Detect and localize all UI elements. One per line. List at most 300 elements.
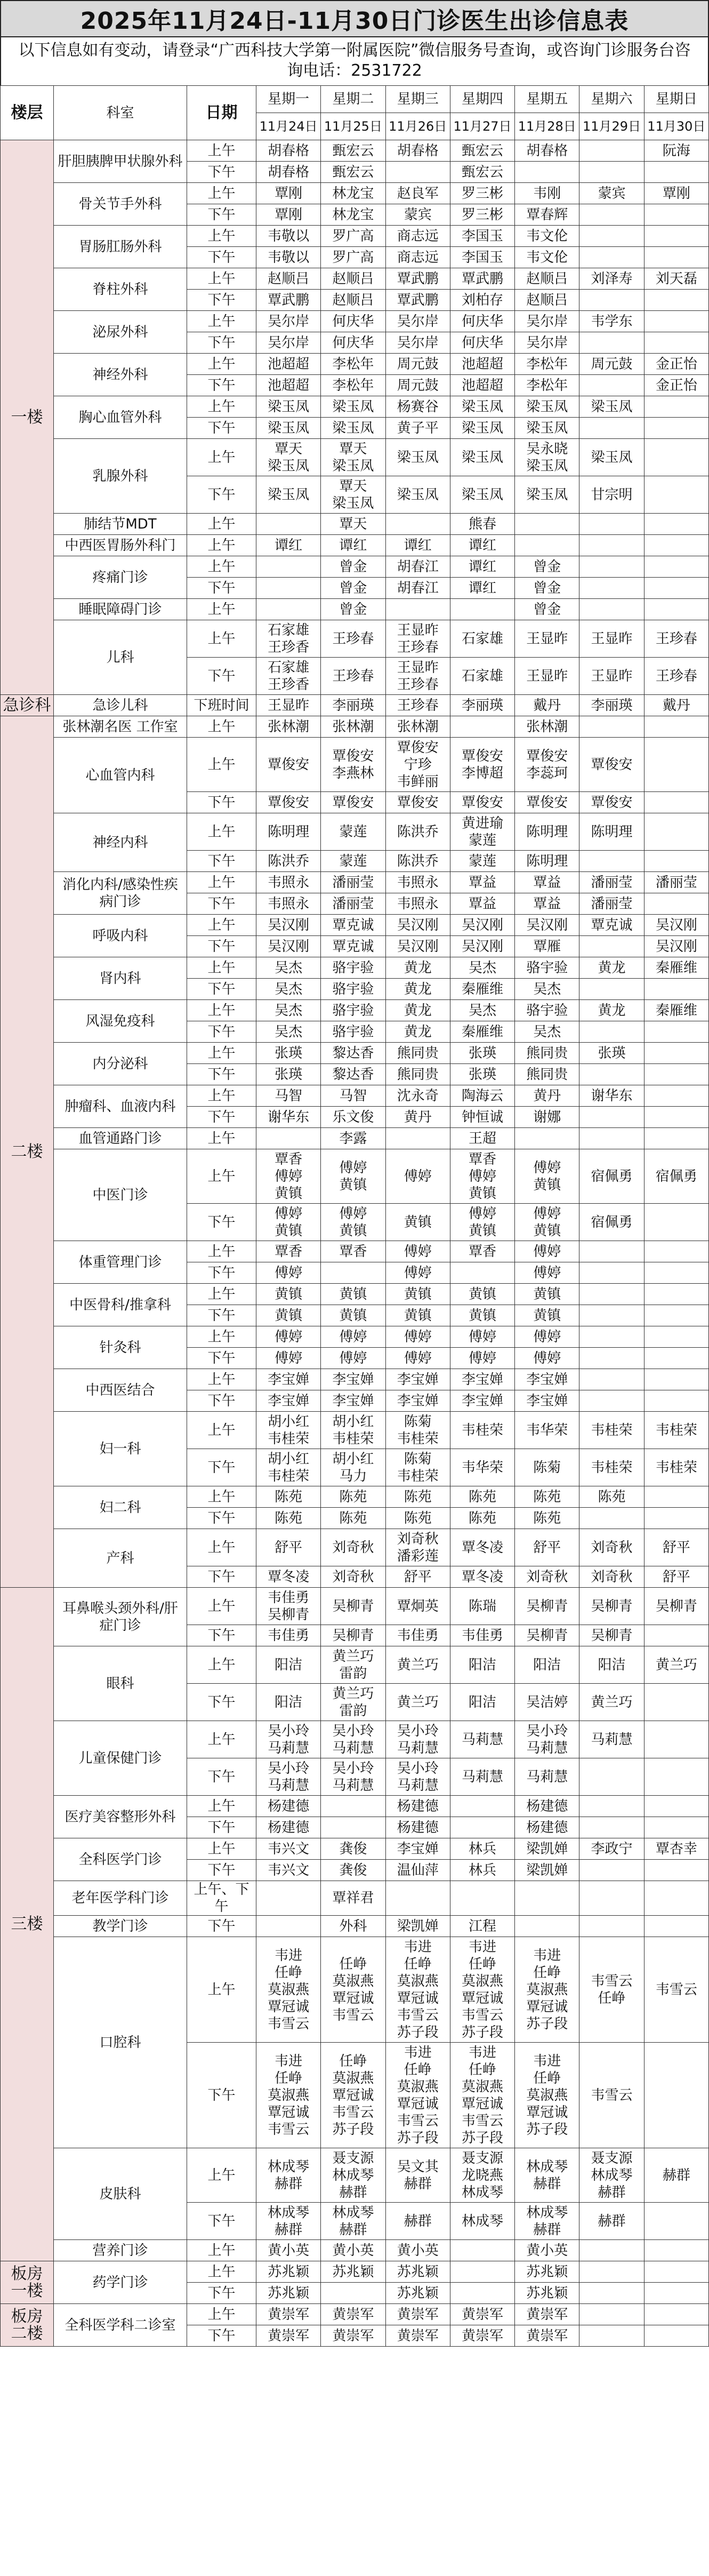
schedule-row — [1, 439, 709, 476]
doctor-cell: 李松年 — [321, 375, 385, 396]
doctor-cell: 李露 — [321, 1128, 385, 1149]
doctor-cell: 覃香 — [321, 1241, 385, 1262]
doctor-cell: 韦学东 — [579, 311, 644, 332]
doctor-cell: 谢娜 — [515, 1107, 579, 1128]
doctor-cell — [644, 1758, 708, 1796]
doctor-cell: 吴小玲 马莉慧 — [321, 1758, 385, 1796]
doctor-cell — [385, 162, 450, 183]
dept-name: 风湿免疫科 — [54, 1000, 187, 1043]
doctor-cell — [579, 599, 644, 620]
doctor-cell — [644, 418, 708, 439]
doctor-cell: 胡春江 — [385, 556, 450, 578]
session-label: 下午 — [187, 2283, 256, 2304]
doctor-cell: 韦佳勇 — [256, 1625, 321, 1646]
session-label: 下午 — [187, 1107, 256, 1128]
doctor-cell: 乐文俊 — [321, 1107, 385, 1128]
doctor-cell: 池超超 — [256, 375, 321, 396]
doctor-cell: 熊同贵 — [515, 1043, 579, 1064]
doctor-cell — [644, 1128, 708, 1149]
floor-label: 板房 二楼 — [1, 2304, 54, 2347]
doctor-cell: 梁玉凤 — [515, 396, 579, 418]
doctor-cell: 覃武鹏 — [385, 268, 450, 290]
session-label: 上午 — [187, 514, 256, 535]
doctor-cell — [385, 1128, 450, 1149]
doctor-cell: 覃天 梁玉凤 — [256, 439, 321, 476]
doctor-cell: 吴小玲 马莉慧 — [321, 1721, 385, 1758]
schedule-row — [1, 872, 709, 893]
doctor-cell: 黄小英 — [385, 2240, 450, 2261]
schedule-row — [1, 599, 709, 620]
dept-name: 神经外科 — [54, 354, 187, 396]
session-label: 下午 — [187, 979, 256, 1000]
doctor-cell: 覃刚 — [256, 183, 321, 204]
doctor-cell: 李丽瑛 — [579, 695, 644, 716]
doctor-cell — [579, 2283, 644, 2304]
doctor-cell: 蒙宾 — [385, 204, 450, 226]
doctor-cell: 黄龙 — [385, 957, 450, 979]
doctor-cell: 覃益 — [450, 872, 514, 893]
doctor-cell: 李松年 — [515, 354, 579, 375]
doctor-cell: 甄宏云 — [450, 162, 514, 183]
doctor-cell: 傅婷 黄镇 — [321, 1149, 385, 1204]
doctor-cell — [450, 1881, 514, 1916]
doctor-cell: 刘奇秋 潘彩莲 — [385, 1529, 450, 1566]
doctor-cell: 黄兰巧 雷韵 — [321, 1684, 385, 1721]
doctor-cell: 王珍春 — [321, 620, 385, 658]
doctor-cell — [579, 1508, 644, 1529]
doctor-cell: 韦照永 — [256, 872, 321, 893]
doctor-cell — [579, 716, 644, 738]
doctor-cell: 梁玉凤 — [256, 418, 321, 439]
doctor-cell: 韦进 任峥 莫淑燕 覃冠诚 苏子段 — [515, 1937, 579, 2043]
schedule-row — [1, 514, 709, 535]
doctor-cell: 李松年 — [321, 354, 385, 375]
date-cell: 11月29日 — [579, 113, 644, 140]
doctor-cell: 周元鼓 — [385, 354, 450, 375]
doctor-cell: 骆宇验 — [515, 1000, 579, 1021]
doctor-cell — [644, 1508, 708, 1529]
doctor-cell: 覃俊安 — [450, 792, 514, 813]
schedule-row — [1, 1486, 709, 1508]
doctor-cell: 黄镇 — [321, 1305, 385, 1326]
doctor-cell: 苏兆颖 — [256, 2261, 321, 2283]
doctor-cell — [579, 418, 644, 439]
doctor-cell: 吴文其 赫群 — [385, 2148, 450, 2203]
doctor-cell: 黄镇 — [256, 1305, 321, 1326]
doctor-cell: 阳洁 — [256, 1684, 321, 1721]
doctor-cell — [450, 599, 514, 620]
schedule-row — [1, 2240, 709, 2261]
session-label: 下午 — [187, 418, 256, 439]
doctor-cell: 周元鼓 — [579, 354, 644, 375]
session-label: 下午 — [187, 851, 256, 872]
doctor-cell: 陈洪乔 — [385, 851, 450, 872]
doctor-cell: 林成琴 赫群 — [515, 2203, 579, 2240]
doctor-cell: 王显昨 — [579, 658, 644, 695]
doctor-cell — [644, 813, 708, 851]
doctor-cell: 韦雪云 任峥 — [579, 1937, 644, 2043]
doctor-cell — [644, 1204, 708, 1241]
doctor-cell: 熊同贵 — [515, 1064, 579, 1085]
doctor-cell: 沈永奇 — [385, 1085, 450, 1107]
doctor-cell — [256, 599, 321, 620]
session-label: 上午 — [187, 439, 256, 476]
doctor-cell: 黄小英 — [515, 2240, 579, 2261]
doctor-cell: 黄崇军 — [385, 2304, 450, 2325]
doctor-cell: 谢华东 — [256, 1107, 321, 1128]
doctor-cell — [321, 1262, 385, 1284]
doctor-cell: 陶海云 — [450, 1085, 514, 1107]
doctor-cell: 赵顺吕 — [515, 268, 579, 290]
doctor-cell: 黄崇军 — [321, 2304, 385, 2325]
session-label: 上午 — [187, 957, 256, 979]
doctor-cell: 陈明理 — [515, 813, 579, 851]
doctor-cell: 黄小英 — [256, 2240, 321, 2261]
doctor-cell: 阳洁 — [579, 1646, 644, 1684]
schedule-row — [1, 1128, 709, 1149]
session-label: 上午 — [187, 599, 256, 620]
doctor-cell: 韦文伦 — [515, 226, 579, 247]
doctor-cell — [579, 1021, 644, 1043]
doctor-cell: 马莉慧 — [515, 1758, 579, 1796]
doctor-cell — [644, 162, 708, 183]
session-label: 上午 — [187, 183, 256, 204]
session-label: 上午 — [187, 1369, 256, 1390]
doctor-cell — [579, 1916, 644, 1937]
dept-header: 科室 — [54, 86, 187, 140]
doctor-cell — [644, 396, 708, 418]
schedule-row — [1, 1646, 709, 1684]
doctor-cell — [515, 535, 579, 556]
doctor-cell: 梁玉凤 — [450, 418, 514, 439]
doctor-cell: 陈苑 — [450, 1486, 514, 1508]
doctor-cell: 黎达香 — [321, 1064, 385, 1085]
dept-name: 中西医结合 — [54, 1369, 187, 1412]
date-header: 日期 — [187, 86, 256, 140]
doctor-cell: 马莉慧 — [579, 1721, 644, 1758]
session-label: 上午 — [187, 1326, 256, 1348]
dept-name: 中西医胃肠外科门 — [54, 535, 187, 556]
dept-name: 肝胆胰脾甲状腺外科 — [54, 140, 187, 183]
session-label: 上午 — [187, 2304, 256, 2325]
dept-name: 药学门诊 — [54, 2261, 187, 2304]
session-label: 下午 — [187, 1305, 256, 1326]
doctor-cell: 马智 — [321, 1085, 385, 1107]
session-label: 下午 — [187, 204, 256, 226]
doctor-cell: 吴汉刚 — [515, 915, 579, 936]
doctor-cell: 王显昨 — [579, 620, 644, 658]
doctor-cell: 骆宇验 — [321, 1000, 385, 1021]
doctor-cell: 黄崇军 — [321, 2325, 385, 2347]
doctor-cell: 阳洁 — [450, 1646, 514, 1684]
doctor-cell — [644, 556, 708, 578]
doctor-cell: 杨建德 — [515, 1817, 579, 1838]
session-label: 上午 — [187, 1241, 256, 1262]
doctor-cell: 李宝婵 — [385, 1390, 450, 1412]
schedule-row — [1, 813, 709, 851]
doctor-cell: 吴永晓 梁玉凤 — [515, 439, 579, 476]
doctor-cell: 李宝婵 — [450, 1390, 514, 1412]
doctor-cell — [644, 1305, 708, 1326]
doctor-cell — [579, 332, 644, 354]
doctor-cell: 覃刚 — [256, 204, 321, 226]
doctor-cell: 傅婷 黄镇 — [515, 1149, 579, 1204]
doctor-cell — [644, 1721, 708, 1758]
doctor-cell: 傅婷 — [385, 1241, 450, 1262]
session-label: 下午 — [187, 247, 256, 268]
doctor-cell — [579, 162, 644, 183]
doctor-cell: 刘奇秋 — [321, 1529, 385, 1566]
doctor-cell: 吴杰 — [515, 979, 579, 1000]
doctor-cell — [579, 290, 644, 311]
doctor-cell: 王珍春 — [644, 620, 708, 658]
schedule-row — [1, 1916, 709, 1937]
doctor-cell: 覃克诚 — [321, 936, 385, 957]
doctor-cell: 王显昨 王珍春 — [385, 620, 450, 658]
doctor-cell: 林成琴 — [450, 2203, 514, 2240]
session-label: 下午 — [187, 1508, 256, 1529]
doctor-cell: 秦雁维 — [450, 1021, 514, 1043]
notice-text: 以下信息如有变动，请登录“广西科技大学第一附属医院”微信服务号查询，或咨询门诊服务台咨询电话：2531722 — [0, 37, 709, 85]
schedule-row — [1, 226, 709, 247]
doctor-cell — [644, 439, 708, 476]
doctor-cell: 傅婷 — [321, 1326, 385, 1348]
session-label: 下午 — [187, 2325, 256, 2347]
date-cell: 11月27日 — [450, 113, 514, 140]
weekday-header: 星期日 — [644, 86, 708, 113]
schedule-row — [1, 556, 709, 578]
doctor-cell — [644, 332, 708, 354]
doctor-cell: 傅婷 黄镇 — [515, 1204, 579, 1241]
dept-name: 张林潮名医 工作室 — [54, 716, 187, 738]
doctor-cell: 覃刚 — [644, 183, 708, 204]
doctor-cell: 韦进 任峥 莫淑燕 覃冠诚 韦雪云 — [256, 2043, 321, 2148]
doctor-cell: 吴柳青 — [321, 1588, 385, 1625]
session-label: 上午 — [187, 1043, 256, 1064]
doctor-cell — [644, 1796, 708, 1817]
doctor-cell: 韦进 任峥 莫淑燕 覃冠诚 韦雪云 苏子段 — [450, 1937, 514, 2043]
doctor-cell: 陈苑 — [515, 1486, 579, 1508]
doctor-cell: 熊同贵 — [385, 1043, 450, 1064]
weekday-header: 星期六 — [579, 86, 644, 113]
doctor-cell — [256, 578, 321, 599]
schedule-row — [1, 2261, 709, 2283]
dept-name: 内分泌科 — [54, 1043, 187, 1085]
doctor-cell — [515, 1916, 579, 1937]
doctor-cell — [579, 2304, 644, 2325]
session-label: 下午 — [187, 1684, 256, 1721]
doctor-cell: 黄龙 — [579, 1000, 644, 1021]
doctor-cell: 黄崇军 — [450, 2325, 514, 2347]
dept-name: 心血管内科 — [54, 738, 187, 813]
doctor-cell — [644, 1881, 708, 1916]
doctor-cell — [579, 556, 644, 578]
doctor-cell: 韦桂荣 — [450, 1412, 514, 1449]
doctor-cell: 杨建德 — [385, 1817, 450, 1838]
schedule-row — [1, 915, 709, 936]
doctor-cell: 吴小玲 马莉慧 — [385, 1758, 450, 1796]
dept-name: 乳腺外科 — [54, 439, 187, 514]
dept-name: 儿童保健门诊 — [54, 1721, 187, 1796]
doctor-cell — [644, 1369, 708, 1390]
doctor-cell: 谭红 — [385, 535, 450, 556]
schedule-row — [1, 1369, 709, 1390]
doctor-cell: 陈苑 — [385, 1486, 450, 1508]
schedule-row — [1, 1588, 709, 1625]
doctor-cell: 覃俊安 — [256, 738, 321, 792]
doctor-cell: 林龙宝 — [321, 204, 385, 226]
doctor-cell: 聂支源 林成琴 赫群 — [321, 2148, 385, 2203]
doctor-cell: 黄兰巧 — [644, 1646, 708, 1684]
session-label: 下午 — [187, 936, 256, 957]
doctor-cell: 傅婷 — [321, 1348, 385, 1369]
doctor-cell: 黄镇 — [515, 1305, 579, 1326]
doctor-cell: 李宝婵 — [450, 1369, 514, 1390]
doctor-cell: 潘丽莹 — [579, 872, 644, 893]
doctor-cell: 覃俊安 — [515, 792, 579, 813]
doctor-cell: 陈苑 — [579, 1486, 644, 1508]
doctor-cell — [579, 1758, 644, 1796]
doctor-cell — [644, 1817, 708, 1838]
doctor-cell: 甄宏云 — [450, 140, 514, 162]
doctor-cell: 刘柏存 — [450, 290, 514, 311]
doctor-cell — [515, 1128, 579, 1149]
doctor-cell — [450, 1817, 514, 1838]
doctor-cell: 张瑛 — [450, 1064, 514, 1085]
session-label: 上午 — [187, 1486, 256, 1508]
doctor-cell — [450, 2240, 514, 2261]
doctor-cell: 黄崇军 — [256, 2325, 321, 2347]
doctor-cell — [256, 1881, 321, 1916]
doctor-cell: 韦桂荣 — [644, 1449, 708, 1486]
doctor-cell: 张林潮 — [515, 716, 579, 738]
doctor-cell — [644, 2325, 708, 2347]
doctor-cell: 赵良军 — [385, 183, 450, 204]
doctor-cell: 聂支源 林成琴 赫群 — [579, 2148, 644, 2203]
doctor-cell: 傅婷 黄镇 — [256, 1204, 321, 1241]
session-label: 上午 — [187, 1529, 256, 1566]
doctor-cell — [644, 578, 708, 599]
doctor-cell: 覃俊安 李燕林 — [321, 738, 385, 792]
session-label: 上午 — [187, 535, 256, 556]
doctor-cell: 梁玉凤 — [515, 418, 579, 439]
doctor-cell: 王显昨 — [256, 695, 321, 716]
doctor-cell: 谭红 — [321, 535, 385, 556]
doctor-cell — [644, 290, 708, 311]
doctor-cell: 陈菊 韦桂荣 — [385, 1449, 450, 1486]
doctor-cell: 韦文伦 — [515, 247, 579, 268]
doctor-cell: 赵顺吕 — [256, 268, 321, 290]
doctor-cell: 黄镇 — [321, 1284, 385, 1305]
doctor-cell: 骆宇验 — [321, 979, 385, 1000]
session-label: 上午 — [187, 396, 256, 418]
doctor-cell: 骆宇验 — [321, 957, 385, 979]
session-label: 下午 — [187, 1262, 256, 1284]
doctor-cell: 吴洁婷 — [515, 1684, 579, 1721]
doctor-cell — [450, 1262, 514, 1284]
session-label: 下午 — [187, 332, 256, 354]
page-title: 2025年11月24日-11月30日门诊医生出诊信息表 — [0, 0, 709, 37]
doctor-cell: 李宝婵 — [515, 1369, 579, 1390]
doctor-cell: 王显昨 — [515, 620, 579, 658]
doctor-cell: 马智 — [256, 1085, 321, 1107]
doctor-cell: 张瑛 — [450, 1043, 514, 1064]
doctor-cell: 吴杰 — [450, 1000, 514, 1021]
date-cell: 11月25日 — [321, 113, 385, 140]
dept-name: 疼痛门诊 — [54, 556, 187, 599]
schedule-row — [1, 1412, 709, 1449]
doctor-cell: 韦佳勇 — [450, 1625, 514, 1646]
doctor-cell: 舒平 — [256, 1529, 321, 1566]
doctor-cell: 聂支源 龙晓燕 林成琴 — [450, 2148, 514, 2203]
session-label: 下午 — [187, 792, 256, 813]
doctor-cell: 宿佩勇 — [644, 1149, 708, 1204]
doctor-cell — [644, 1284, 708, 1305]
doctor-cell: 梁凯婵 — [515, 1838, 579, 1860]
doctor-cell — [256, 514, 321, 535]
doctor-cell: 王珍春 — [385, 695, 450, 716]
dept-name: 肿瘤科、血液内科 — [54, 1085, 187, 1128]
session-label: 上午 — [187, 2148, 256, 2203]
session-label: 下午 — [187, 1758, 256, 1796]
doctor-cell: 张林潮 — [385, 716, 450, 738]
doctor-cell: 覃俊安 李博超 — [450, 738, 514, 792]
session-label: 下午 — [187, 1390, 256, 1412]
session-label: 上午 — [187, 1796, 256, 1817]
doctor-cell: 宿佩勇 — [579, 1204, 644, 1241]
floor-label: 二楼 — [1, 716, 54, 1588]
doctor-cell: 苏兆颖 — [385, 2283, 450, 2304]
schedule-row — [1, 183, 709, 204]
session-label: 下午 — [187, 1860, 256, 1881]
doctor-cell: 胡小红 韦桂荣 — [321, 1412, 385, 1449]
doctor-cell — [579, 2261, 644, 2283]
doctor-cell: 任峥 莫淑燕 覃冠诚 韦雪云 苏子段 — [321, 2043, 385, 2148]
schedule-row — [1, 620, 709, 658]
doctor-cell: 覃天 — [321, 514, 385, 535]
doctor-cell: 甄宏云 — [321, 140, 385, 162]
doctor-cell: 吴柳青 — [579, 1625, 644, 1646]
dept-name: 中医门诊 — [54, 1149, 187, 1241]
schedule-row — [1, 1881, 709, 1916]
session-label: 下午 — [187, 1204, 256, 1241]
session-label: 下午 — [187, 476, 256, 514]
doctor-cell: 谢华东 — [579, 1085, 644, 1107]
session-label: 上午 — [187, 1284, 256, 1305]
header-row — [1, 86, 709, 113]
doctor-cell: 李政宁 — [579, 1838, 644, 1860]
doctor-cell: 陈苑 — [515, 1508, 579, 1529]
doctor-cell: 罗三彬 — [450, 183, 514, 204]
doctor-cell: 覃炯英 — [385, 1588, 450, 1625]
doctor-cell: 覃克诚 — [321, 915, 385, 936]
doctor-cell — [579, 1064, 644, 1085]
doctor-cell: 舒平 — [385, 1566, 450, 1588]
doctor-cell: 陈菊 — [515, 1449, 579, 1486]
doctor-cell: 曾金 — [321, 599, 385, 620]
doctor-cell — [579, 140, 644, 162]
doctor-cell: 覃俊安 — [579, 738, 644, 792]
doctor-cell — [644, 851, 708, 872]
doctor-cell: 覃俊安 — [385, 792, 450, 813]
doctor-cell: 苏兆颖 — [515, 2283, 579, 2304]
schedule-row — [1, 1529, 709, 1566]
doctor-cell: 梁玉凤 — [385, 439, 450, 476]
dept-name: 呼吸内科 — [54, 915, 187, 957]
doctor-cell: 刘奇秋 — [321, 1566, 385, 1588]
schedule-row — [1, 268, 709, 290]
doctor-cell: 吴尔岸 — [256, 311, 321, 332]
